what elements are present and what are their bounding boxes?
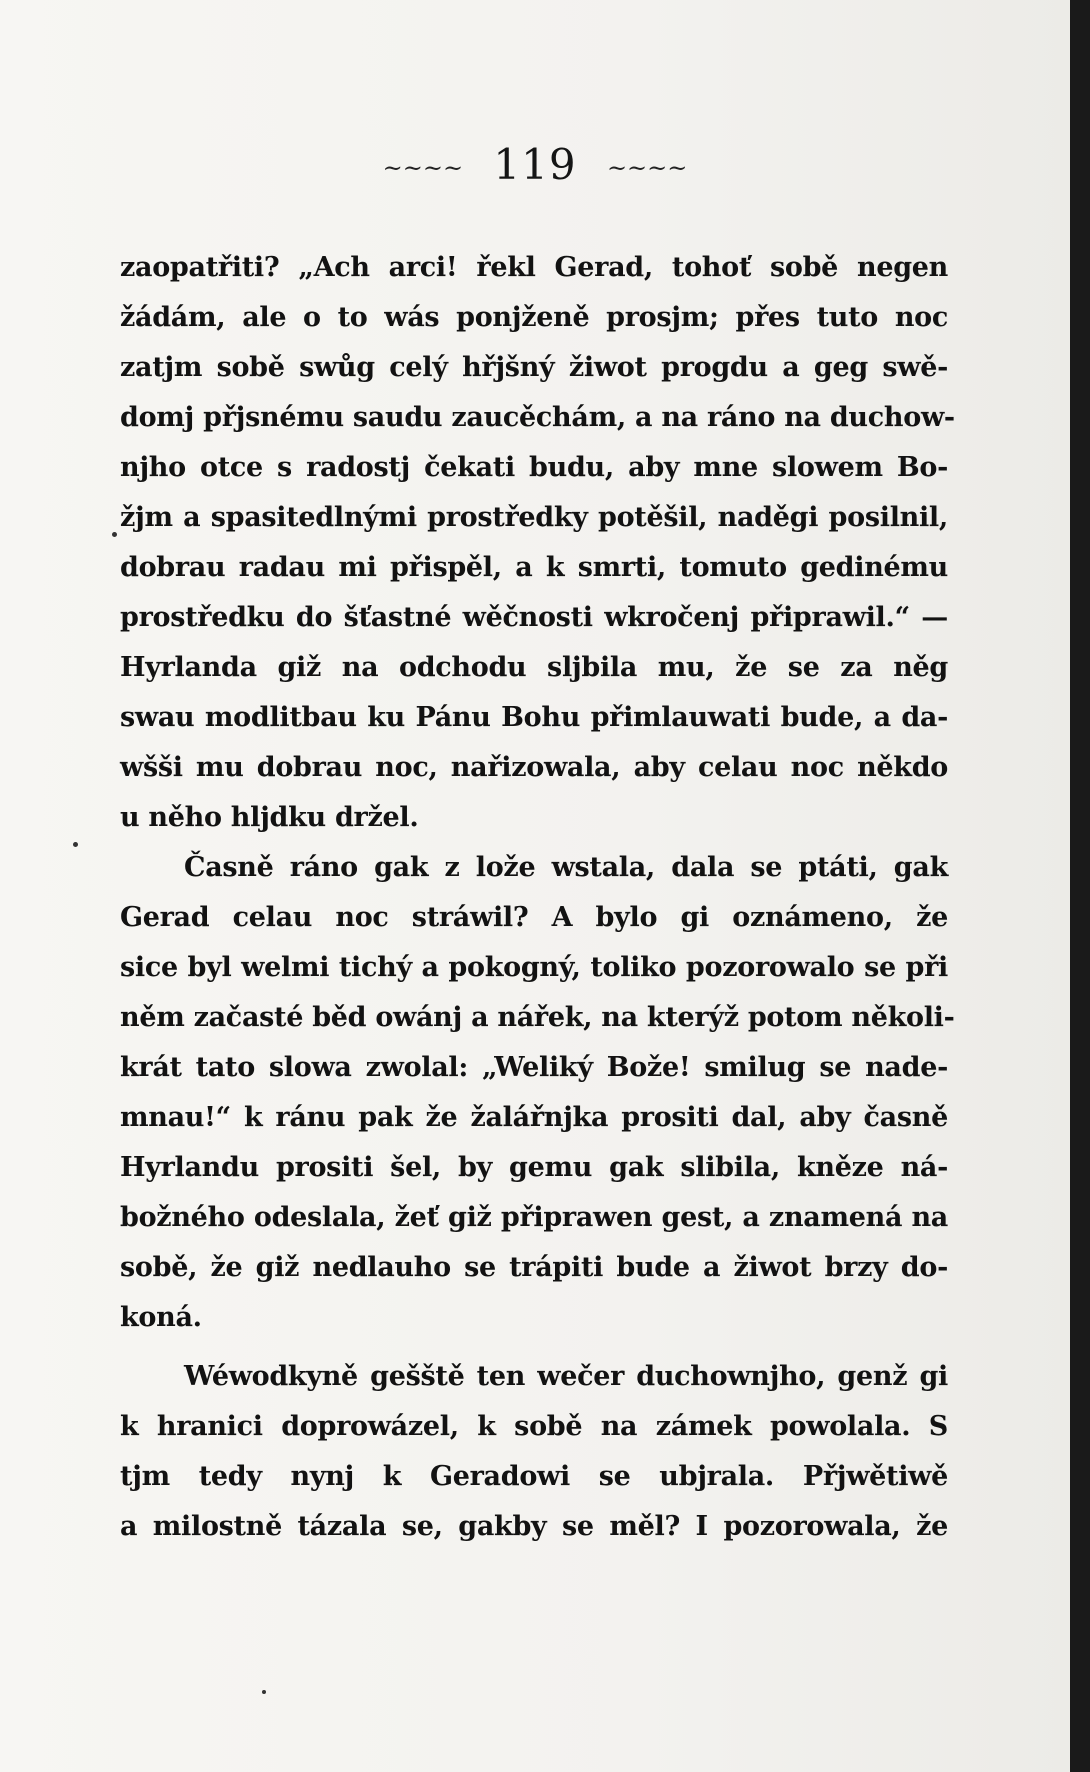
text-line: Gerad celau noc stráwil? A bylo gi oznámeno, že — [120, 902, 948, 933]
ink-speck — [112, 532, 117, 537]
page-number: 119 — [493, 140, 577, 189]
text-line: u něho hljdku držel. — [120, 802, 419, 833]
text-line: krát tato slowa zwolal: „Weliký Bože! smilug se nade- — [120, 1052, 948, 1083]
body-text — [120, 243, 955, 1552]
text-line: k hranici doprowázel, k sobě na zámek powolala. S — [120, 1411, 948, 1442]
paragraph-gap — [120, 1343, 948, 1352]
page-header — [0, 140, 1070, 189]
ornament-rule-left: ~~~~ — [382, 154, 464, 182]
text-line: swau modlitbau ku Pánu Bohu přimlauwati bude, a da- — [120, 702, 948, 733]
text-line: domj přjsnému saudu zaucěchám, a na ráno na duchow- — [120, 402, 955, 433]
text-line: tjm tedy nynj k Geradowi se ubjrala. Přjwětiwě — [120, 1461, 948, 1492]
text-line: zaopatřiti? „Ach arci! řekl Gerad, tohoť sobě negen — [120, 252, 948, 283]
text-line: Hyrlandu prositi šel, by gemu gak slibila, kněze ná- — [120, 1152, 948, 1183]
text-line: wšši mu dobrau noc, nařizowala, aby celau noc někdo — [120, 752, 948, 783]
ornament-rule-right: ~~~~ — [606, 154, 688, 182]
ink-speck — [262, 1690, 266, 1694]
text-line: a milostně tázala se, gakby se měl? I pozorowala, že — [120, 1511, 948, 1542]
text-line: Časně ráno gak z lože wstala, dala se ptáti, gak — [184, 852, 948, 883]
ink-speck — [73, 842, 78, 847]
text-line: božného odeslala, žeť giž připrawen gest, a znamená na — [120, 1202, 948, 1233]
text-line: žjm a spasitedlnými prostředky potěšil, naděgi posilnil, — [120, 502, 948, 533]
text-line: dobrau radau mi přispěl, a k smrti, tomuto gedinému — [120, 552, 948, 583]
text-line: njho otce s radostj čekati budu, aby mne slowem Bo- — [120, 452, 948, 483]
text-line: žádám, ale o to wás ponjženě prosjm; přes tuto noc — [120, 302, 948, 333]
text-line: prostředku do šťastné wěčnosti wkročenj připrawil.“ — — [120, 602, 948, 633]
text-line: sice byl welmi tichý a pokogný, toliko pozorowalo se při — [120, 952, 948, 983]
text-line: sobě, že giž nedlauho se trápiti bude a žiwot brzy do- — [120, 1252, 948, 1283]
text-line: Wéwodkyně gešště ten wečer duchownjho, genž gi — [184, 1361, 948, 1392]
text-line: něm začasté běd owánj a nářek, na kterýž potom několi- — [120, 1002, 955, 1033]
text-line: zatjm sobě swůg celý hřjšný žiwot progdu a geg swě- — [120, 352, 948, 383]
text-line: mnau!“ k ránu pak že žalářnjka prositi dal, aby časně — [120, 1102, 948, 1133]
text-line: Hyrlanda giž na odchodu sljbila mu, že se za něg — [120, 652, 948, 683]
text-line: koná. — [120, 1302, 202, 1333]
